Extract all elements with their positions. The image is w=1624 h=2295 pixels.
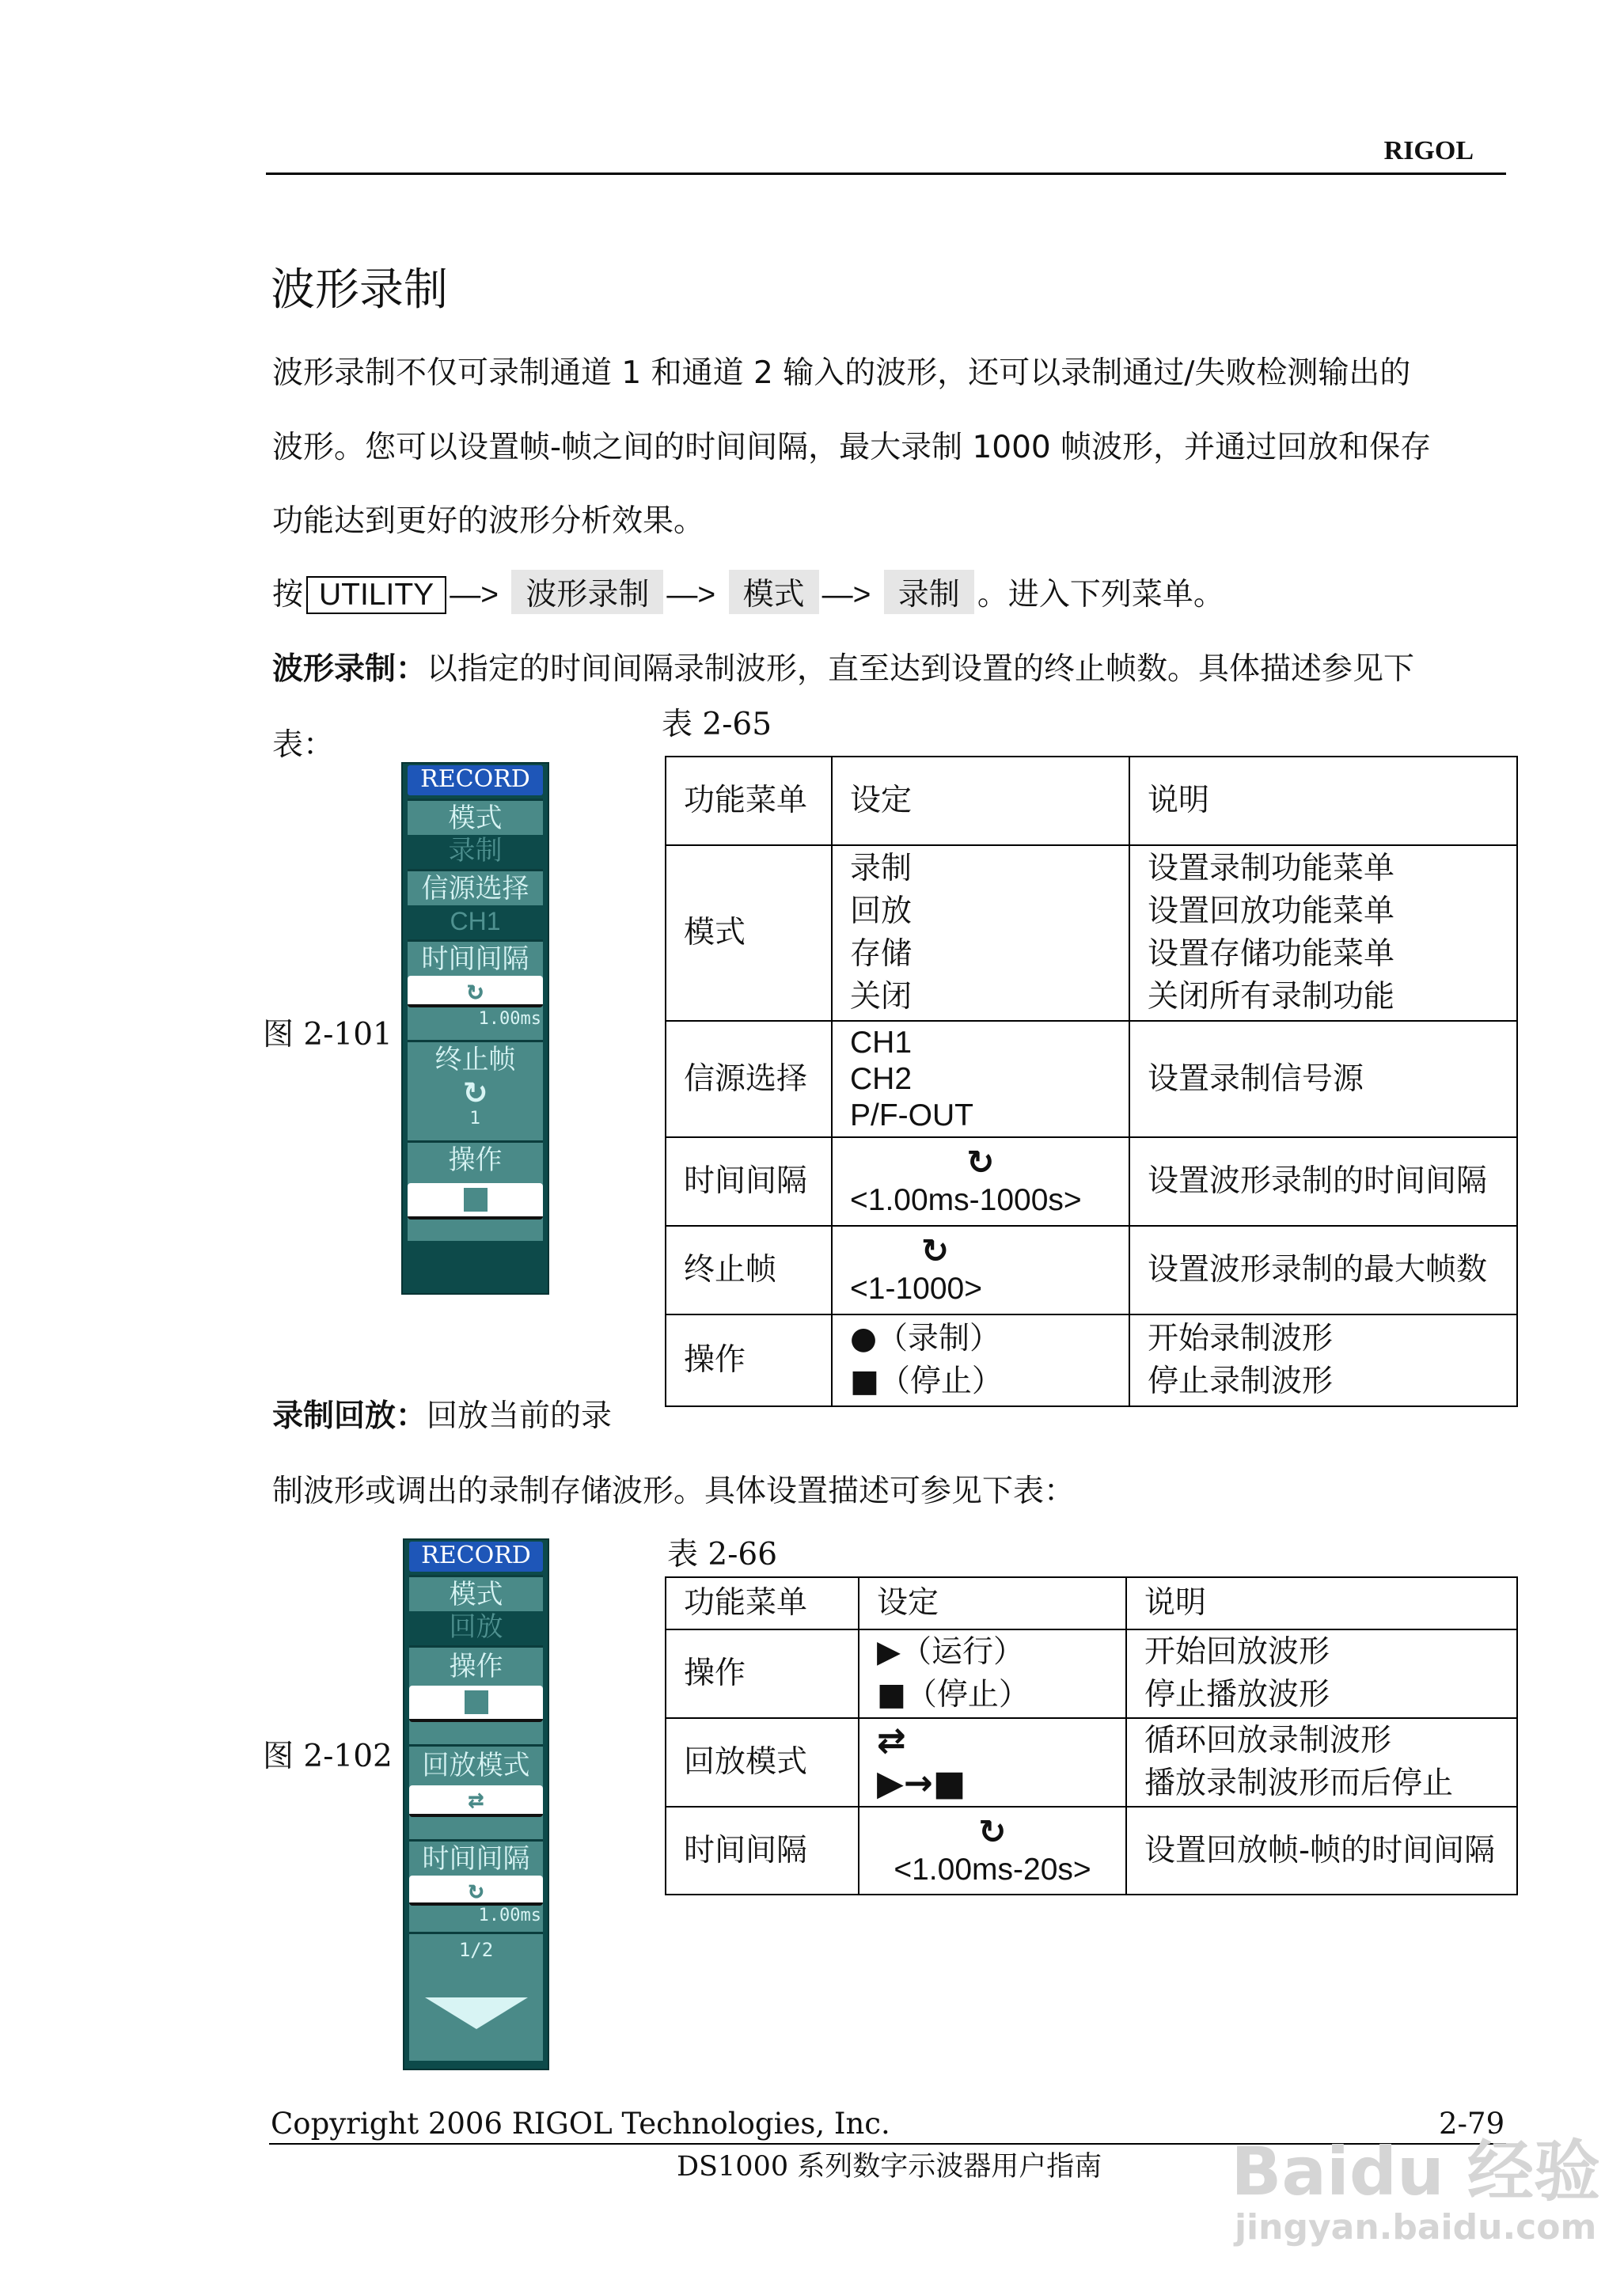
cell-setting — [832, 1314, 1129, 1406]
v: （运行） — [901, 1634, 1025, 1670]
v: 开始回放波形 — [1144, 1634, 1330, 1670]
cell-desc: 设置波形录制的时间间隔 — [1129, 1137, 1517, 1226]
nav-prefix: 按 — [272, 577, 304, 613]
header-divider — [266, 173, 1506, 175]
source-value: CH1 — [408, 905, 543, 937]
v: 设置存储功能菜单 — [1148, 936, 1395, 972]
brand-header: RIGOL — [1383, 136, 1474, 165]
cell-menu: 操作 — [666, 1629, 859, 1718]
table-row — [666, 1226, 1517, 1314]
cell-desc — [1126, 1718, 1517, 1807]
v: （停止） — [878, 1364, 1003, 1399]
arrow: —> — [450, 578, 499, 612]
play-once-stop-icon: ▶→■ — [877, 1763, 966, 1804]
cell-desc: 设置回放帧-帧的时间间隔 — [1126, 1807, 1517, 1895]
table-2-66 — [665, 1576, 1518, 1895]
nav-suffix: 。进入下列菜单。 — [977, 577, 1224, 613]
v: <1-1000> — [850, 1272, 982, 1306]
table-row — [666, 1137, 1517, 1226]
th-desc: 说明 — [1129, 757, 1517, 845]
record-desc-text: 以指定的时间间隔录制波形，直至达到设置的终止帧数。具体描述参见下 — [427, 651, 1415, 687]
table2-caption: 表 2-66 — [667, 1537, 778, 1572]
record-desc-heading: 波形录制： — [272, 651, 427, 687]
loop-icon: ⇄ — [877, 1720, 906, 1761]
cell-menu: 终止帧 — [666, 1226, 832, 1314]
softkey-mode: 模式 — [729, 570, 819, 614]
v: 关闭所有录制功能 — [1148, 979, 1395, 1015]
section-title: 波形录制 — [271, 264, 448, 316]
menu-end-frame[interactable] — [408, 1040, 543, 1140]
interval-value: 1.00ms — [478, 1009, 541, 1029]
v: 停止录制波形 — [1148, 1364, 1334, 1399]
softkey-recording: 录制 — [884, 570, 974, 614]
end-frame-label: 终止帧 — [434, 1044, 516, 1075]
footer-page-number: 2-79 — [1439, 2107, 1505, 2141]
cell-desc — [1126, 1629, 1517, 1718]
v: 存储 — [850, 936, 913, 972]
intro-line-3: 功能达到更好的波形分析效果。 — [272, 503, 705, 539]
cell-desc: 设置波形录制的最大帧数 — [1129, 1226, 1517, 1314]
th-desc: 说明 — [1126, 1577, 1517, 1629]
cell-menu: 时间间隔 — [666, 1137, 832, 1226]
baidu-watermark — [1231, 2133, 1600, 2248]
interval-value: 1.00ms — [478, 1906, 541, 1925]
rotate-knob-icon: ↻ — [921, 1232, 950, 1269]
arrow: —> — [666, 578, 716, 612]
cell-setting — [832, 1021, 1129, 1137]
stop-square-icon: ■ — [850, 1364, 879, 1399]
menu-source[interactable]: 信源选择 — [408, 869, 543, 906]
table1-caption: 表 2-65 — [662, 707, 772, 742]
fig1-label: 图 2-101 — [263, 1017, 393, 1053]
table-row — [666, 1807, 1517, 1895]
v: 循环回放录制波形 — [1144, 1723, 1392, 1758]
record-menu-panel — [401, 762, 549, 1295]
stop-square-icon: ■ — [877, 1677, 906, 1713]
cell-menu: 操作 — [666, 1314, 832, 1406]
playback-desc-cont: 制波形或调出的录制存储波形。具体设置描述可参见下表： — [272, 1474, 1076, 1509]
v: P/F-OUT — [850, 1098, 973, 1132]
table-row — [666, 1021, 1517, 1137]
table-2-65 — [665, 756, 1518, 1407]
v: <1.00ms-20s> — [894, 1852, 1091, 1887]
th-setting: 设定 — [832, 757, 1129, 845]
cell-setting — [832, 1137, 1129, 1226]
watermark-logo: Baidu 经验 — [1231, 2133, 1600, 2210]
record-circle-icon: ● — [850, 1321, 878, 1356]
playback-desc-heading: 录制回放： — [272, 1398, 427, 1434]
v: 播放录制波形而后停止 — [1144, 1766, 1454, 1801]
playback-desc — [272, 1391, 612, 1436]
cell-menu: 时间间隔 — [666, 1807, 859, 1895]
table-row — [666, 1314, 1517, 1406]
interval-label: 时间间隔 — [421, 943, 529, 975]
v: CH2 — [850, 1061, 913, 1096]
softkey-record: 波形录制 — [511, 570, 663, 614]
end-frame-value: 1 — [469, 1109, 481, 1129]
v: CH1 — [850, 1025, 913, 1060]
v: 设置录制功能菜单 — [1148, 851, 1395, 886]
operate-button[interactable] — [409, 1686, 543, 1722]
cell-setting — [859, 1807, 1126, 1895]
v: （录制） — [877, 1321, 1001, 1356]
cell-desc: 设置录制信号源 — [1129, 1021, 1517, 1137]
v: 设置回放功能菜单 — [1148, 893, 1395, 929]
rotate-knob-icon: ↻ — [966, 1144, 995, 1181]
arrow: —> — [821, 578, 871, 612]
footer-manual-title: DS1000 系列数字示波器用户指南 — [677, 2151, 1102, 2183]
page-indicator: 1/2 — [458, 1939, 494, 1961]
v: 停止播放波形 — [1144, 1677, 1330, 1713]
utility-key: UTILITY — [306, 576, 446, 614]
rotate-knob-icon: ↻ — [978, 1812, 1007, 1850]
playback-desc-text: 回放当前的录 — [427, 1398, 613, 1434]
v: 录制 — [850, 851, 913, 886]
playback-mode-label: 回放模式 — [422, 1750, 530, 1781]
arrow-down-icon — [425, 1997, 528, 2029]
v: <1.00ms-1000s> — [850, 1183, 1082, 1217]
fig2-label: 图 2-102 — [263, 1739, 393, 1774]
loop-icon: ⇄ — [409, 1785, 543, 1817]
play-icon: ▶ — [877, 1634, 901, 1670]
watermark-url: jingyan.baidu.com — [1234, 2207, 1597, 2248]
operate-label: 操作 — [449, 1651, 503, 1682]
rotate-knob-icon: ↻ — [408, 976, 543, 1007]
record-desc — [272, 644, 1414, 688]
interval-label: 时间间隔 — [422, 1843, 530, 1875]
cell-desc — [1129, 1314, 1517, 1406]
v: 关闭 — [850, 979, 913, 1015]
rotate-knob-icon: ↻ — [462, 1075, 488, 1110]
cell-menu: 模式 — [666, 845, 832, 1021]
v: 回放 — [850, 893, 913, 929]
table-row — [666, 845, 1517, 1021]
th-menu: 功能菜单 — [666, 757, 832, 845]
menu-mode[interactable]: 模式 — [409, 1575, 543, 1612]
cell-desc — [1129, 845, 1517, 1021]
cell-setting — [832, 845, 1129, 1021]
cell-menu: 回放模式 — [666, 1718, 859, 1807]
mode-value: 录制 — [408, 835, 543, 867]
nav-instruction — [272, 570, 1224, 614]
cell-setting — [859, 1629, 1126, 1718]
panel-title: RECORD — [408, 765, 543, 795]
operate-button[interactable] — [408, 1183, 543, 1220]
playback-menu-panel — [403, 1538, 549, 2070]
cell-menu: 信源选择 — [666, 1021, 832, 1137]
th-menu: 功能菜单 — [666, 1577, 859, 1629]
stop-square-icon — [465, 1690, 488, 1714]
intro-line-1: 波形录制不仅可录制通道 1 和通道 2 输入的波形，还可以录制通过/失败检测输出的 — [272, 355, 1411, 391]
intro-line-2: 波形。您可以设置帧-帧之间的时间间隔，最大录制 1000 帧波形，并通过回放和保存 — [272, 430, 1432, 465]
footer-copyright: Copyright 2006 RIGOL Technologies, Inc. — [271, 2107, 890, 2141]
table-row — [666, 1718, 1517, 1807]
menu-mode[interactable]: 模式 — [408, 799, 543, 836]
cell-setting — [832, 1226, 1129, 1314]
v: 开始录制波形 — [1148, 1321, 1334, 1356]
v: （停止） — [905, 1677, 1030, 1713]
panel-title: RECORD — [409, 1542, 543, 1572]
stop-square-icon — [464, 1188, 488, 1212]
th-setting: 设定 — [859, 1577, 1126, 1629]
operate-label: 操作 — [448, 1144, 503, 1176]
page-next-button[interactable] — [409, 1932, 543, 2061]
rotate-knob-icon: ↻ — [409, 1876, 543, 1906]
mode-value: 回放 — [409, 1611, 543, 1643]
table-row — [666, 1629, 1517, 1718]
cell-setting — [859, 1718, 1126, 1807]
record-desc-cont: 表： — [272, 727, 335, 763]
